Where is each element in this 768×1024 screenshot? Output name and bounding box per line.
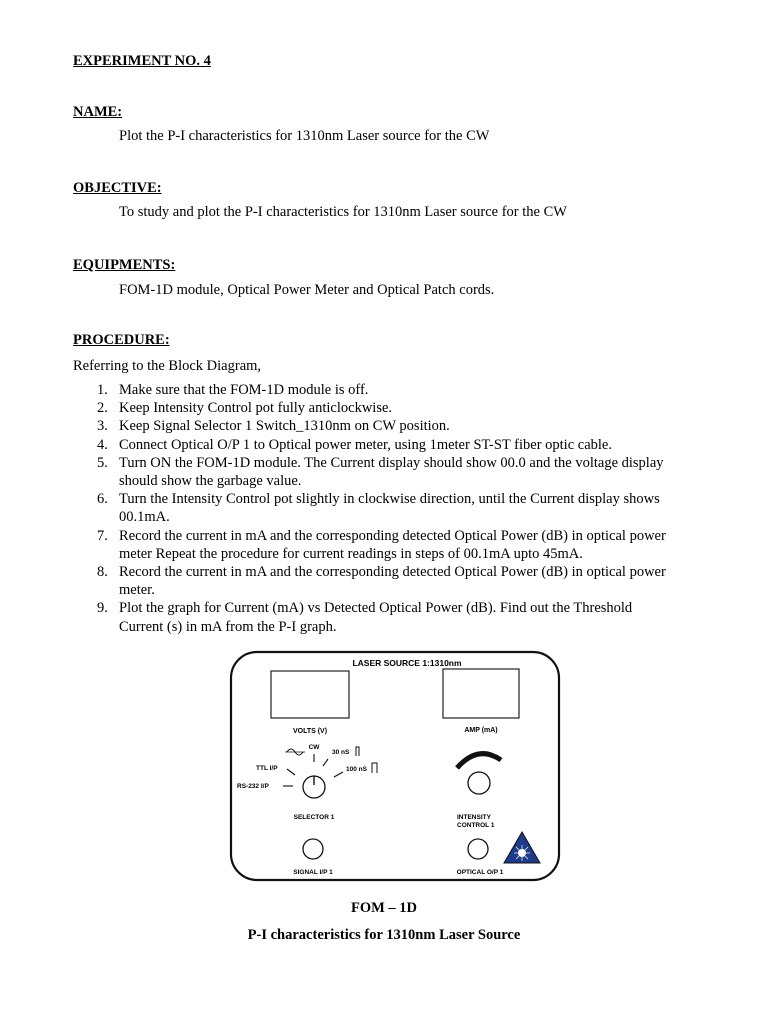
step-number: 7. [97,527,108,544]
selector-label: SELECTOR 1 [293,814,335,821]
step-text: Record the current in mA and the corresponding detected Optical Power (dB) in optical power [119,527,666,544]
step-text: Turn the Intensity Control pot slightly in clockwise direction, until the Current display shows [119,491,660,508]
step-number: 9. [97,600,108,617]
procedure-step [73,563,713,599]
panel-title: LASER SOURCE 1:1310nm [352,658,462,668]
step-text: Record the current in mA and the corresponding detected Optical Power (dB) in optical power [119,564,666,581]
procedure-step [73,490,713,526]
name-heading: NAME: [73,104,123,120]
objective-heading: OBJECTIVE: [73,180,162,196]
step-text: meter Repeat the procedure for current readings in steps of 00.1mA upto 45mA. [119,545,583,562]
objective-text: To study and plot the P-I characteristics for 1310nm Laser source for the CW [119,204,567,220]
optical-output-connector[interactable] [468,839,488,859]
step-text: Turn ON the FOM-1D module. The Current display should show 00.0 and the voltage display [119,454,664,471]
step-text: 00.1mA. [119,509,170,526]
procedure-step [73,381,713,399]
procedure-step [73,599,713,635]
equipments-text: FOM-1D module, Optical Power Meter and Optical Patch cords. [119,282,495,298]
procedure-step [73,454,713,490]
step-text: Plot the graph for Current (mA) vs Detected Optical Power (dB). Find out the Threshold [119,600,633,617]
step-number: 6. [97,491,108,508]
intensity-label-2: CONTROL 1 [457,822,495,829]
step-number: 5. [97,454,108,471]
intensity-label-1: INTENSITY [457,814,491,821]
step-number: 1. [97,382,108,398]
step-text: should show the garbage value. [119,473,302,490]
rs232-label: RS-232 I/P [237,783,269,790]
step-number: 8. [97,564,108,581]
signal-label: SIGNAL I/P 1 [293,869,333,876]
ttl-label: TTL I/P [256,765,278,772]
figure-caption-model: FOM – 1D [350,900,418,916]
step-text: Current (s) in mA from the P-I graph. [119,618,337,635]
volts-display [271,671,349,718]
step-number: 3. [97,418,108,435]
ns100-label: 100 nS [346,766,367,773]
ns30-label: 30 nS [332,749,350,756]
procedure-step [73,417,713,435]
step-text: Keep Intensity Control pot fully anticlockwise. [119,400,393,417]
step-number: 4. [97,436,108,453]
optical-label: OPTICAL O/P 1 [456,869,504,876]
intensity-control-knob[interactable] [468,772,490,794]
volts-label: VOLTS (V) [292,728,328,735]
step-text: Connect Optical O/P 1 to Optical power meter, using 1meter ST-ST fiber optic cable. [119,436,612,453]
signal-input-connector[interactable] [303,839,323,859]
laser-rays-icon [514,845,530,861]
procedure-list [73,381,713,636]
step-text: meter. [119,582,155,599]
cw-label: CW [308,744,320,751]
procedure-step [73,399,713,417]
procedure-intro: Referring to the Block Diagram, [73,358,262,374]
step-text: Make sure that the FOM-1D module is off. [119,382,369,398]
step-number: 2. [97,400,108,417]
name-text: Plot the P-I characteristics for 1310nm Laser source for the CW [119,128,490,144]
figure-caption-description: P-I characteristics for 1310nm Laser Source [247,927,521,943]
experiment-title: EXPERIMENT NO. 4 [73,53,211,69]
step-text: Keep Signal Selector 1 Switch_1310nm on CW position. [119,418,450,435]
procedure-heading: PROCEDURE: [73,332,170,348]
procedure-step [73,527,713,563]
fom-1d-panel-diagram [225,648,565,884]
equipments-heading: EQUIPMENTS: [73,257,176,273]
amp-display [443,669,519,718]
amp-label: AMP (mA) [464,727,498,734]
procedure-step [73,436,713,454]
